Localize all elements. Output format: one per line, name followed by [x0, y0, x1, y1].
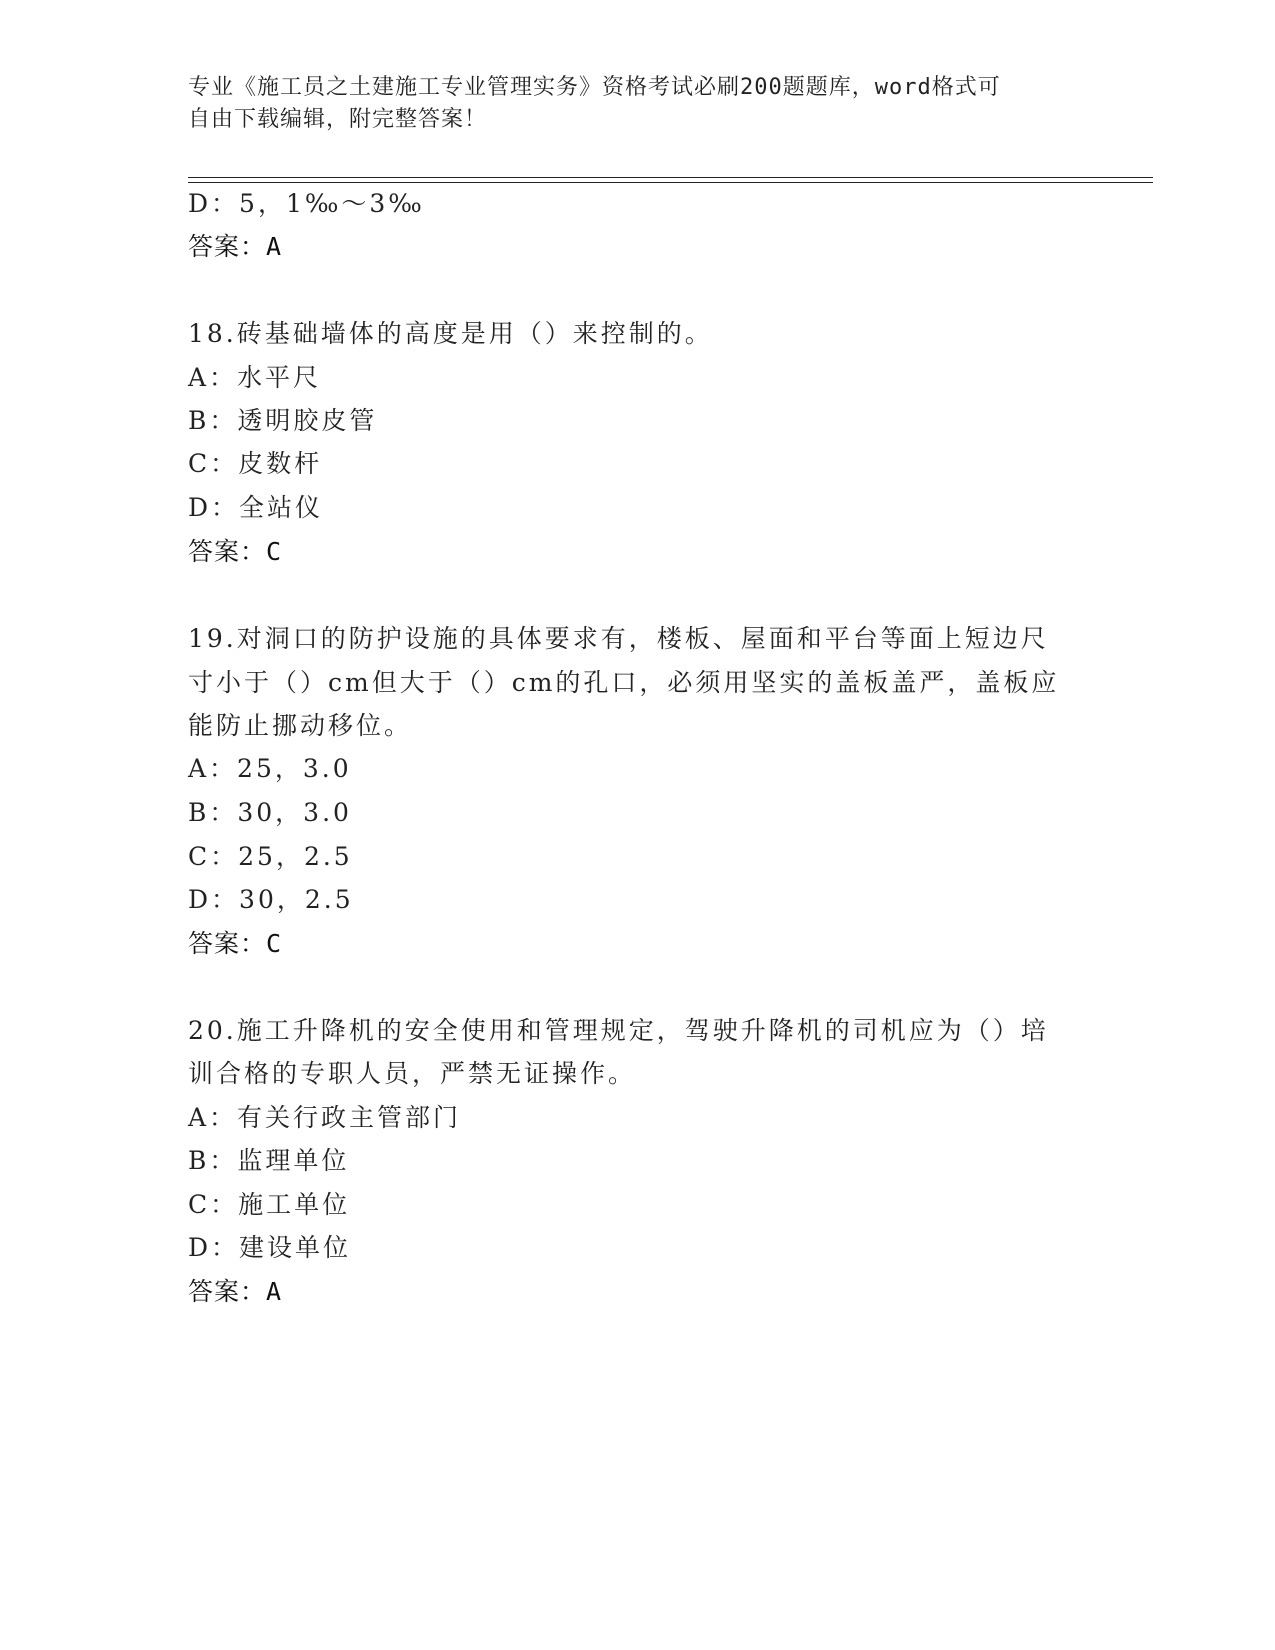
question-19-stem-line-2: 寸小于（）cm但大于（）cm的孔口，必须用坚实的盖板盖严，盖板应: [188, 668, 1060, 697]
question-18-option-a: A：水平尺: [188, 363, 322, 392]
question-20-option-c: C：施工单位: [188, 1190, 351, 1219]
question-19-option-c: C：25，2.5: [188, 842, 353, 871]
question-20-stem-line-2: 训合格的专职人员，严禁无证操作。: [188, 1059, 637, 1088]
question-18-option-b: B：透明胶皮管: [188, 406, 378, 435]
question-19-option-b: B：30，3.0: [188, 798, 352, 827]
question-20-option-b: B：监理单位: [188, 1146, 350, 1175]
question-18-option-d: D：全站仪: [188, 493, 324, 522]
question-20-stem-line-1: 20.施工升降机的安全使用和管理规定，驾驶升降机的司机应为（）培: [188, 1016, 1049, 1045]
question-19-stem-line-1: 19.对洞口的防护设施的具体要求有，楼板、屋面和平台等面上短边尺: [188, 624, 1049, 653]
question-20-option-a: A：有关行政主管部门: [188, 1103, 462, 1132]
question-18-option-c: C：皮数杆: [188, 449, 323, 478]
question-19-option-d: D：30，2.5: [188, 885, 354, 914]
question-19-stem-line-3: 能防止挪动移位。: [188, 711, 413, 740]
header-title-line-2: 自由下载编辑，附完整答案！: [188, 107, 488, 132]
prev-option-d: D：5，1‰～3‰: [188, 189, 425, 218]
question-19-answer: 答案：C: [188, 929, 283, 958]
question-19-option-a: A：25，3.0: [188, 754, 352, 783]
question-20-answer: 答案：A: [188, 1277, 283, 1306]
prev-answer: 答案：A: [188, 232, 283, 261]
document-header: [188, 72, 1068, 136]
header-double-rule: [188, 177, 1153, 183]
question-18-stem: 18.砖基础墙体的高度是用（）来控制的。: [188, 319, 713, 348]
question-18-answer: 答案：C: [188, 537, 283, 566]
header-title-line-1: 专业《施工员之土建施工专业管理实务》资格考试必刷200题题库，word格式可: [188, 75, 1001, 100]
question-20-option-d: D：建设单位: [188, 1233, 352, 1262]
